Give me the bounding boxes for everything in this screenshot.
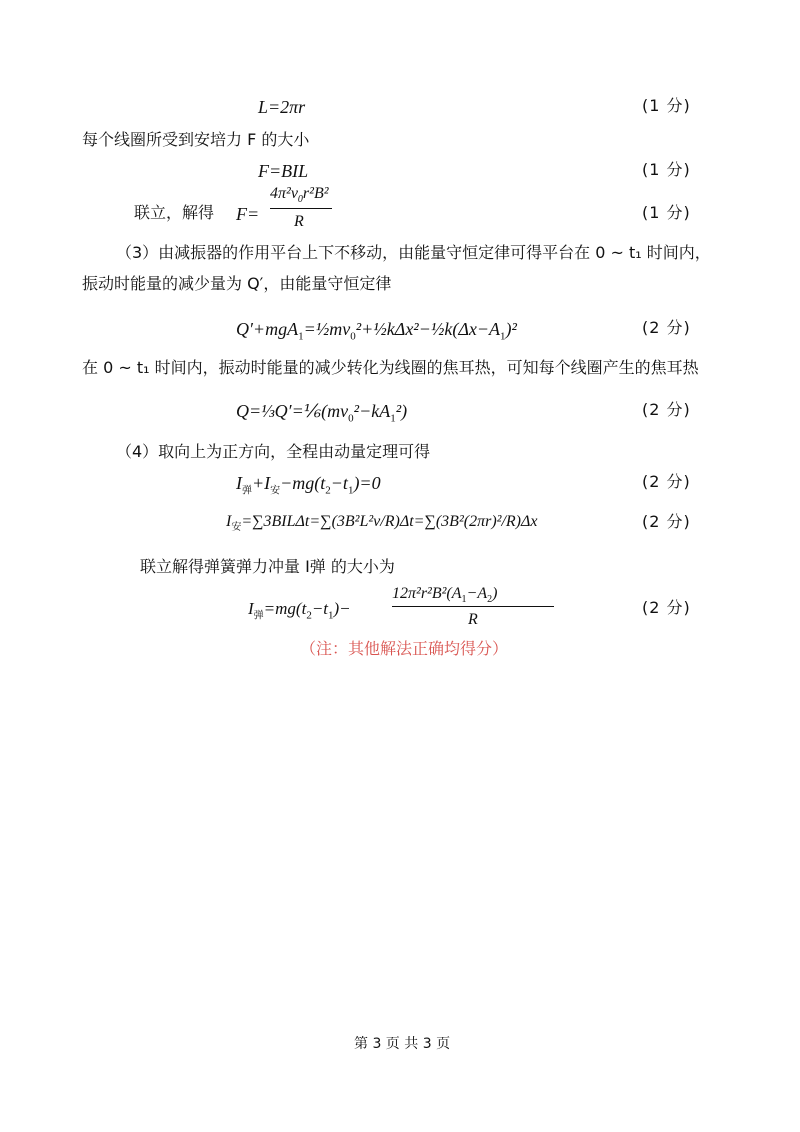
score-label: (1 分) — [642, 96, 691, 115]
equation-F-lhs: F= — [236, 204, 260, 224]
equation-energy: $Q'+mgA_1=\frac{1}{2}mv_0^2+\frac{1}{2}k\Delta x^2-\frac{1}{2}k(\Delta x-A_1)^2$ — [236, 319, 517, 343]
part3-line2: 振动时能量的减少量为 Q′，由能量守恒定律 — [82, 274, 392, 293]
equation-Q: $Q=\frac{1}{3}Q'=\frac{1}{6}(mv_0^2-kA_1^2)$ — [236, 401, 408, 425]
final-fraction-denominator: R — [468, 611, 478, 628]
score-label: (2 分) — [642, 512, 691, 531]
equation-Ian: $I_安=\sum 3BIL\Delta t=\sum(3B^2L^2v/R)\Delta t=\sum(3B^2(2\pi r)^2/R)\Delta x$ — [226, 513, 538, 534]
score-label: (2 分) — [642, 318, 691, 337]
final-fraction-numerator: $12\pi^2r^2B^2(A_1-A_2)$ — [392, 585, 498, 606]
part4-intro: （4）取向上为正方向，全程由动量定理可得 — [116, 442, 431, 461]
grading-note: （注：其他解法正确均得分） — [300, 639, 509, 658]
equation-L: L=2πr — [258, 97, 306, 117]
page-footer: 第 3 页 共 3 页 — [354, 1036, 451, 1052]
score-label: (2 分) — [642, 472, 691, 491]
equation-final-lhs: $I_弹=mg(t_2-t_1)-$ — [248, 599, 351, 622]
equation-impulse: $I_弹+I_安-mg(t_2-t_1)=0$ — [236, 473, 381, 497]
score-label: (2 分) — [642, 598, 691, 617]
force-intro-text: 每个线圈所受到安培力 F 的大小 — [82, 130, 310, 149]
heat-text: 在 0 ~ t₁ 时间内，振动时能量的减少转化为线圈的焦耳热，可知每个线圈产生的焦耳热 — [82, 358, 699, 377]
fraction-numerator: $4\pi^2v_0r^2B^2$ — [270, 185, 329, 206]
score-label: (1 分) — [642, 203, 691, 222]
equation-F: F=BIL — [258, 161, 309, 181]
fraction-bar — [270, 208, 332, 209]
final-fraction-bar — [392, 606, 554, 607]
score-label: (1 分) — [642, 160, 691, 179]
combine-text: 联立解得弹簧弹力冲量 I弹 的大小为 — [140, 557, 395, 576]
score-label: (2 分) — [642, 400, 691, 419]
fraction-denominator: R — [294, 213, 304, 230]
part3-line1: （3）由减振器的作用平台上下不移动，由能量守恒定律可得平台在 0 ~ t₁ 时间内， — [116, 243, 711, 262]
solve-label: 联立，解得 — [134, 203, 215, 222]
